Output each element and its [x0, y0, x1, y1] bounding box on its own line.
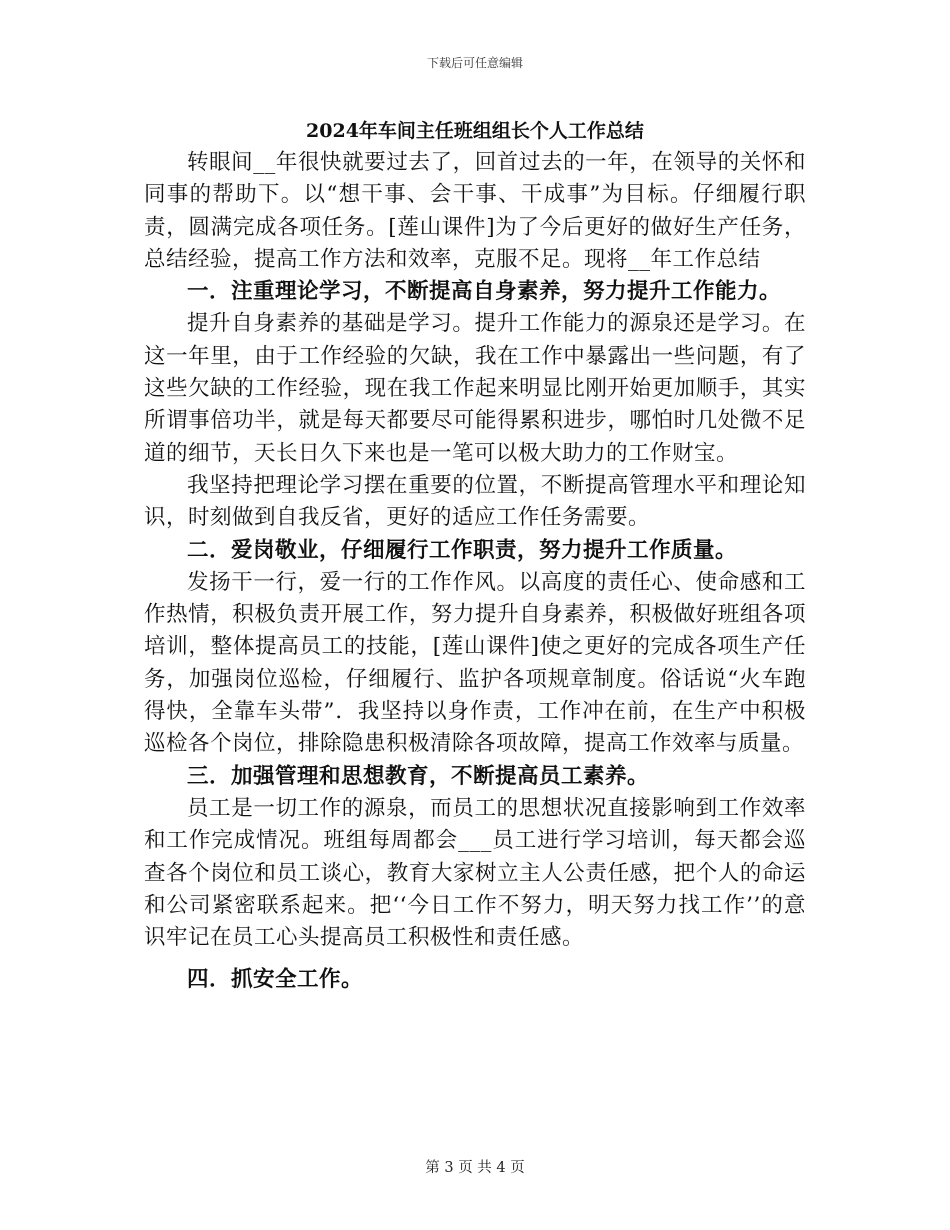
- document-title: 2024年车间主任班组组长个人工作总结: [306, 120, 644, 142]
- intro-paragraph: 转眼间__年很快就要过去了，回首过去的一年，在领导的关怀和同事的帮助下。以“想干事、会干事、干成事”为目标。仔细履行职责，圆满完成各项任务。[莲山课件]为了今后更好的做好生产任务，总结经验，提高工作方法和效率，克服不足。现将__年工作总结: [144, 150, 806, 272]
- section-3-paragraph: 员工是一切工作的源泉，而员工的思想状况直接影响到工作效率和工作完成情况。班组每周都会___员工进行学习培训，每天都会巡查各个岗位和员工谈心，教育大家树立主人公责任感，把个人的命运和公司紧密联系起来。把‘‘今日工作不努力，明天努力找工作’’的意识牢记在员工心头提高员工积极性和责任感。: [144, 795, 806, 951]
- header-note: 下载后可任意编辑: [426, 56, 523, 70]
- section-heading-1: 一．注重理论学习，不断提高自身素养，努力提升工作能力。: [187, 279, 782, 305]
- section-2-paragraph: 发扬干一行，爱一行的工作作风。以高度的责任心、使命感和工作热情，积极负责开展工作，努力提升自身素养，积极做好班组各项培训，整体提高员工的技能，[莲山课件]使之更好的完成各项生产任务，加强岗位巡检，仔细履行、监护各项规章制度。俗话说“火车跑得快，全靠车头带”．我坚持以身作责，工作冲在前，在生产中积极巡检各个岗位，排除隐患积极清除各项故障，提高工作效率与质量。: [144, 569, 806, 757]
- section-heading-3: 三．加强管理和思想教育，不断提高员工素养。: [187, 763, 650, 789]
- page-footer: 第 3 页 共 4 页: [425, 1160, 525, 1176]
- section-1-paragraph-1: 提升自身素养的基础是学习。提升工作能力的源泉还是学习。在这一年里，由于工作经验的欠缺，我在工作中暴露出一些问题，有了这些欠缺的工作经验，现在我工作起来明显比刚开始更加顺手，其实所谓事倍功半，就是每天都要尽可能得累积进步，哪怕时几处微不足道的细节，天长日久下来也是一笔可以极大助力的工作财宝。: [144, 311, 806, 466]
- document-body: [144, 147, 806, 997]
- section-heading-4: 四．抓安全工作。: [187, 967, 364, 993]
- section-heading-2: 二．爱岗敬业，仔细履行工作职责，努力提升工作质量。: [187, 537, 738, 563]
- section-1-paragraph-2: 我坚持把理论学习摆在重要的位置，不断提高管理水平和理论知识，时刻做到自我反省，更好的适应工作任务需要。: [144, 472, 806, 531]
